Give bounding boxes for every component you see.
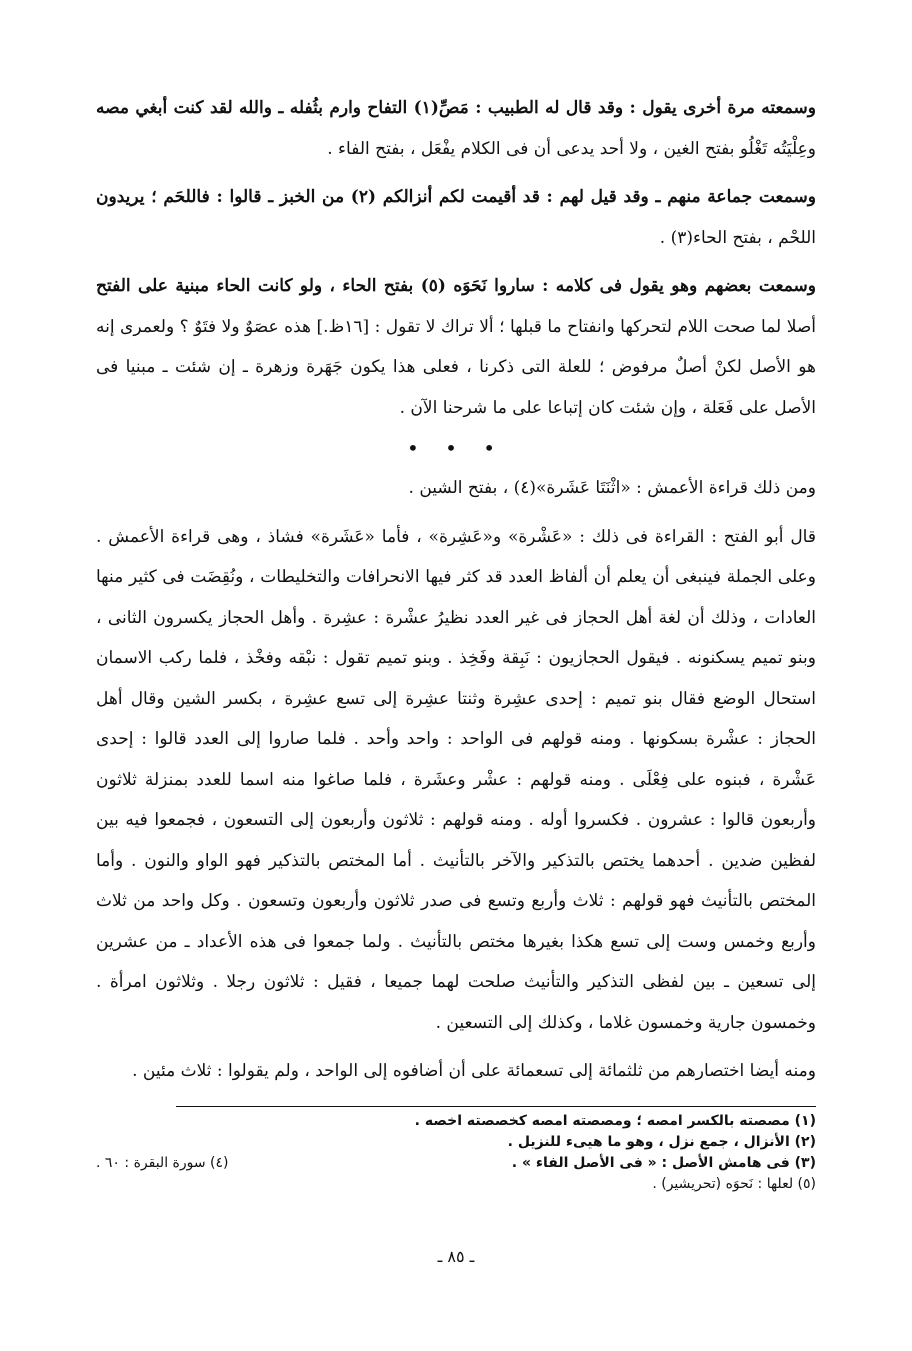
closing-paragraph: ومنه أيضا اختصارهم من ثلثمائة إلى تسعمائة على أن أضافوه إلى الواحد ، ولم يقولوا : ثلاث مئين . — [132, 1061, 816, 1081]
reading-heading: ومن ذلك قراءة الأعمش : «اثْنَتَا عَشَرة»(٤) ، بفتح الشين . — [408, 478, 816, 498]
footnote-4: (٤) سورة البقرة : ٦٠ . — [96, 1154, 229, 1171]
footnote-2: (٢) الأنزال ، جمع نزل ، وهو ما هيىء للنزيل . — [507, 1133, 816, 1150]
footnote-1: (١) مصصته بالكسر امصه ؛ ومصصته امصه كخصصته اخصه . — [414, 1112, 816, 1129]
paragraph-1: وسمعته مرة أخرى يقول : وقد قال له الطبيب : مَصِّ(١) التفاح وارم بثُفله ـ والله لقد كنت أبغي مصه وعِلْيَتُه تَغْلُو بفتح الغين ، ولا أحد يدعى أن فى الكلام يفْعَل ، بفتح الفاء . — [96, 98, 816, 159]
paragraph-3: وسمعت بعضهم وهو يقول فى كلامه : ساروا نَحَوَه (٥) بفتح الحاء ، ولو كانت الحاء مبنية على الفتح أصلا لما صحت اللام لتحركها وانفتاح ما قبلها ؛ ألا تراك لا تقول : [١٦ظ.] هذه عصَوٌ ولا فتَوٌ ؟ ولعمرى إنه هو الأصل لكنْ أصلٌ مرفوض ؛ للعلة التى ذكرنا ، فعلى هذا يكون جَهَرة وزهرة ـ إن شئت ـ مبنيا فى الأصل على فَعَلة ، وإن شئت كان إتباعا على ما شرحنا الآن . — [96, 276, 816, 418]
page-number: ـ ٨٥ ـ — [437, 1247, 475, 1266]
section-separator: • • • — [406, 436, 506, 460]
footnote-divider — [176, 1106, 816, 1107]
footnote-5: (٥) لعلها : نَحوَه (تحريشير) . — [652, 1175, 816, 1192]
commentary-paragraph: قال أبو الفتح : القراءة فى ذلك : «عَشْرة» و«عَشِرة» ، فأما «عَشَرة» فشاذ ، وهى قراءة الأعمش . وعلى الجملة فينبغى أن يعلم أن ألفاظ العدد قد كثر فيها الانحرافات والتخليطات ، ونُقِضَت فى كثير منها العادات ، وذلك أن لغة أهل الحجاز فى غير العدد نظيرُ عشْرة : عشِرة . وأهل الحجاز يكسرون الثانى ، وبنو تميم يسكنونه . فيقول الحجازيون : نَبِقة وفَخِذ . وبنو تميم تقول : نبْقه وفخْذ ، فلما ركب الاسمان استحال الوضع فقال بنو تميم : إحدى عشِرة وثنتا عشِرة إلى تسع عشِرة ، بكسر الشين وقال أهل الحجاز : عشْرة بسكونها . ومنه قولهم فى الواحد : واحد وأحد . فلما صاروا إلى العدد قالوا : إحدى عَشْرة ، فبنوه على فِعْلَى . ومنه قولهم : عشْر وعشَرة ، فلما صاغوا منه اسما للعدد بمنزلة ثلاثون وأربعون قالوا : عشرون . فكسروا أوله . ومنه قولهم : ثلاثون وأربعون إلى التسعون ، فجمعوا فيه بين لفظين ضدين . أحدهما يختص بالتذكير والآخر بالتأنيث . أما المختص بالتذكير فهو الواو والنون . وأما المختص بالتأنيث فهو قولهم : ثلاث وأربع وتسع فى صدر ثلاثون وأربعون وتسعون . وكل واحد من ثلاث وأربع وخمس وست إلى تسع هكذا بغيرها مختص بالتأنيث . ولما جمعوا فى هذه الأعداد ـ من عشرين إلى تسعين ـ بين لفظى التذكير والتأنيث صلحت لهما جميعا ، فقيل : ثلاثون رجلا . وثلاثون امرأة . وخمسون جارية وخمسون غلاما ، وكذلك إلى التسعين . — [96, 526, 816, 1033]
footnote-row-3-4 — [96, 1153, 816, 1174]
main-text — [96, 88, 816, 1092]
paragraph-2: وسمعت جماعة منهم ـ وقد قيل لهم : قد أقيمت لكم أنزالكم (٢) من الخبز ـ قالوا : فاللحَم ؛ يريدون اللحْم ، بفتح الحاء(٣) . — [96, 187, 816, 248]
footnote-3: (٣) فى هامش الأصل : « فى الأصل الفاء » . — [511, 1154, 816, 1171]
footnotes — [96, 1111, 816, 1195]
